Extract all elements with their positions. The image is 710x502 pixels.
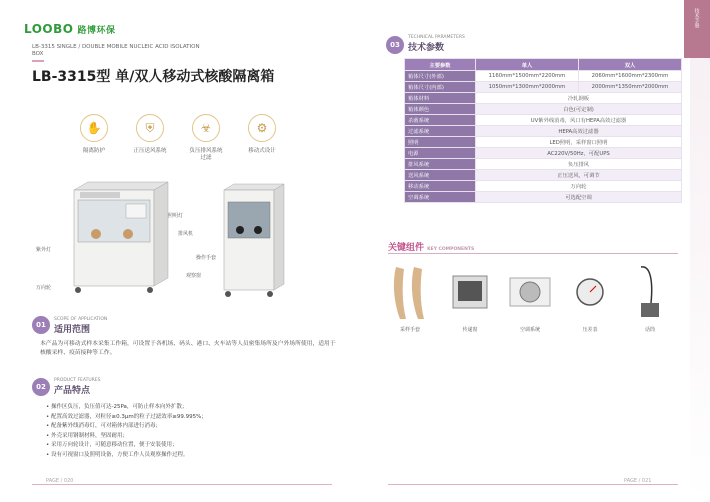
section-title: 技术参数 [408, 43, 445, 53]
table-row [405, 115, 682, 126]
feature-icons [74, 114, 282, 162]
section-subtitle: SCOPE OF APPLICATION [54, 317, 108, 322]
title-accent-line [32, 60, 44, 62]
biohazard-icon: ☣ [192, 114, 220, 142]
page-number: PAGE / 020 [46, 478, 74, 484]
accessories-title: 关键组件 KEY COMPONENTS [388, 243, 475, 253]
table-row [405, 82, 682, 93]
footer-divider [32, 484, 332, 485]
side-tab: 技术手册 [684, 0, 710, 58]
table-row [405, 170, 682, 181]
table-row [405, 181, 682, 192]
column-header: 单人 [476, 59, 579, 71]
table-cell: 可选配空调 [476, 192, 682, 203]
spec-table [404, 58, 682, 203]
row-label: 移动系统 [405, 181, 476, 192]
table-row [405, 71, 682, 82]
callout-label: 万向轮 [36, 285, 52, 291]
section-number: 03 [386, 36, 404, 54]
row-label: 送风系统 [405, 170, 476, 181]
table-cell: 2000mm*1350mm*2000mm [579, 82, 682, 93]
table-cell: AC220V/50Hz，可配UPS [476, 148, 682, 159]
table-cell: 万向轮 [476, 181, 682, 192]
english-title: LB-3315 SINGLE / DOUBLE MOBILE NUCLEIC ACID ISOLATION BOX [32, 44, 200, 57]
table-row [405, 192, 682, 203]
footer-divider [388, 484, 678, 485]
list-item: • 操作区负压，负压值可达-25Pa，可防止样本向外扩散； [46, 404, 188, 410]
wheel-icon: ⚙ [248, 114, 276, 142]
row-label: 排风系统 [405, 159, 476, 170]
side-strip [690, 0, 710, 502]
section-paragraph: 本产品为可移动式样本采集工作箱，可设置于各机场、码头、港口、火车站等人员密集场所及户外场所使用，适用于核酸采样、疫苗接种等工作。 [40, 341, 336, 356]
table-cell: 1160mm*1500mm*2200mm [476, 71, 579, 82]
row-label: 箱体尺寸(内部) [405, 82, 476, 93]
row-label: 杀菌系统 [405, 115, 476, 126]
row-label: 箱体颜色 [405, 104, 476, 115]
row-label: 电源 [405, 148, 476, 159]
column-header: 双人 [579, 59, 682, 71]
feature-item: ☣ 负压排风系统 过滤 [186, 114, 226, 162]
hand-icon: ✋ [80, 114, 108, 142]
accessory-item: 空调系统 [506, 262, 554, 333]
callout-label: 照明灯 [168, 213, 184, 219]
table-cell: 正压送风，可调节 [476, 170, 682, 181]
feature-item: ⛨ 正压送风系统 [130, 114, 170, 162]
accessory-item: 压差表 [566, 262, 614, 333]
table-row [405, 137, 682, 148]
section-title: 产品特点 [54, 386, 91, 396]
accessory-item: 采样手套 [386, 262, 434, 333]
table-cell: 2060mm*1600mm*2300mm [579, 71, 682, 82]
table-row [405, 104, 682, 115]
callout-label: 观察窗 [186, 273, 202, 279]
feature-item: ⚙ 移动式设计 [242, 114, 282, 162]
double-cabinet-image [64, 178, 172, 296]
section-subtitle: PRODUCT FEATURES [54, 378, 101, 383]
gloves-icon [390, 263, 430, 321]
table-row [405, 126, 682, 137]
accessories-divider [388, 253, 678, 254]
feature-item: ✋ 隔离防护 [74, 114, 114, 162]
list-item: • 采用万向轮设计，可随意移动位置，便于安装使用； [46, 442, 178, 448]
section-subtitle: TECHNICAL PARAMETERS [408, 35, 465, 40]
brand-logo: LOOBO 路博环保 [24, 22, 116, 36]
table-header-row [405, 59, 682, 71]
list-item: • 外壳采用钢制材料，坚固耐用； [46, 432, 129, 439]
section-number: 02 [32, 378, 50, 396]
accessories-row [386, 262, 674, 333]
single-cabinet-image [218, 180, 288, 298]
microphone-icon [635, 263, 665, 321]
section-number: 01 [32, 316, 50, 334]
list-item: • 配置高效过滤器，对粒径≥0.3μm的粒子过滤效率≥99.995%； [46, 413, 207, 420]
pass-box-icon [452, 275, 488, 309]
callout-label: 排风机 [178, 231, 194, 237]
row-label: 箱体尺寸(外部) [405, 71, 476, 82]
page-title: LB-3315型 单/双人移动式核酸隔离箱 [32, 69, 275, 85]
feature-bullet-list [46, 403, 346, 460]
table-cell: 白色(可定制) [476, 104, 682, 115]
air-conditioner-icon [509, 277, 551, 307]
table-row [405, 93, 682, 104]
table-cell: HEPA高效过滤器 [476, 126, 682, 137]
table-cell: 1050mm*1300mm*2000mm [476, 82, 579, 93]
row-label: 照明 [405, 137, 476, 148]
shield-icon: ⛨ [136, 114, 164, 142]
accessory-item: 传递窗 [446, 262, 494, 333]
table-row [405, 148, 682, 159]
section-title: 适用范围 [54, 325, 91, 335]
page-number: PAGE / 021 [624, 478, 652, 484]
table-cell: LED照明，采样窗口照明 [476, 137, 682, 148]
table-cell: 负压排风 [476, 159, 682, 170]
table-cell: UV紫外线消毒，风口有HEPA高效过滤器 [476, 115, 682, 126]
accessory-item: 话筒 [626, 262, 674, 333]
callout-label: 紫外灯 [36, 247, 52, 253]
list-item: • 配备紫外线消毒灯，可对箱体内部进行消毒； [46, 423, 162, 429]
list-item: • 设有可视窗口及照明设备，方便工作人员观察操作过程。 [46, 451, 189, 458]
column-header: 主要参数 [405, 59, 476, 71]
row-label: 空调系统 [405, 192, 476, 203]
table-cell: 冷轧钢板 [476, 93, 682, 104]
pressure-gauge-icon [576, 278, 604, 306]
callout-label: 操作手套 [196, 255, 217, 261]
row-label: 过滤系统 [405, 126, 476, 137]
table-row [405, 159, 682, 170]
row-label: 箱体材料 [405, 93, 476, 104]
